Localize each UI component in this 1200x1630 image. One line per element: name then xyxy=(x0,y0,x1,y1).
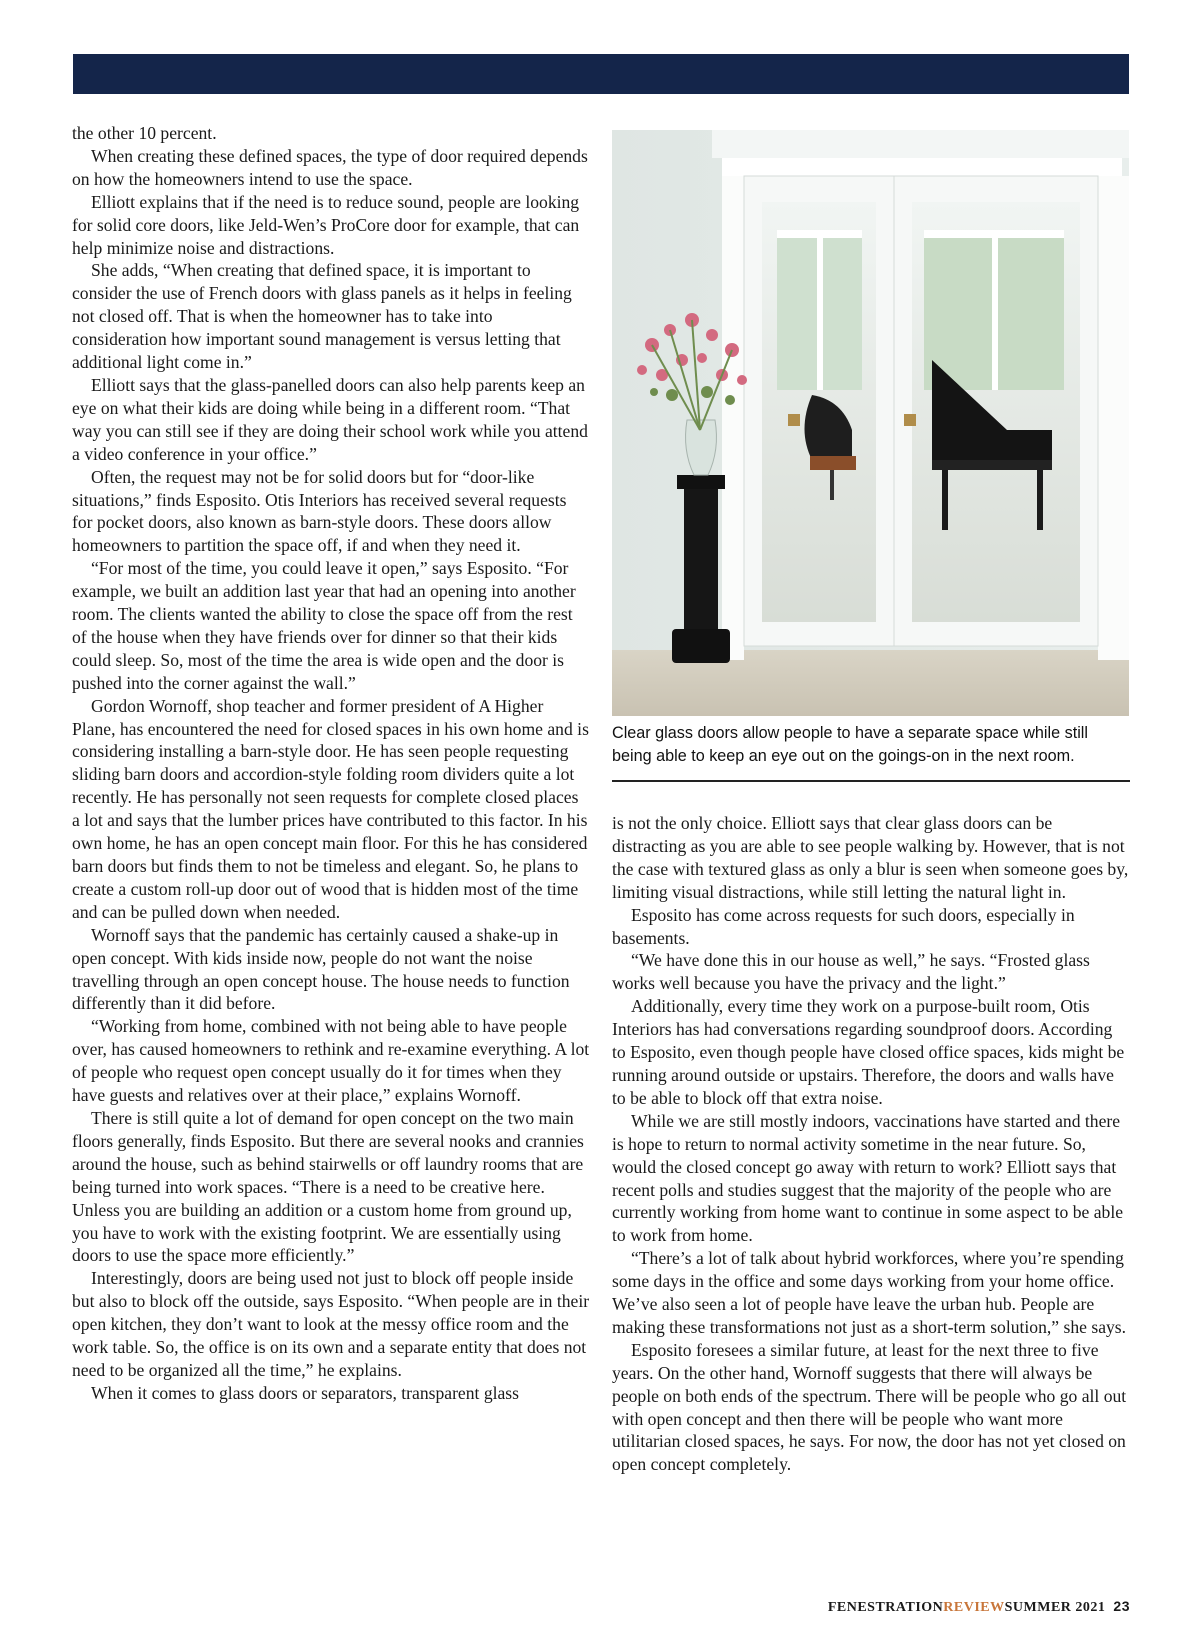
paragraph: Additionally, every time they work on a purpose-built room, Otis Interiors has had conversations regarding soundproof doors. According to Esposito, even though people have closed office spaces, kids might be running around outside or upstairs. Therefore, the doors and walls have to be able to block off that extra noise. xyxy=(612,996,1125,1108)
publication-name: FENESTRATION xyxy=(827,1600,944,1615)
paragraph: Gordon Wornoff, shop teacher and former president of A Higher Plane, has encountered the need for closed spaces in his own home and is considering installing a barn-style door. He has seen people requesting sliding barn doors and accordion-style folding room dividers quite a lot recently. He has personally not seen requests for complete closed places a lot and says that the lumber prices have contributed to this factor. In his own home, he has an open concept main floor. For this he has considered barn doors but finds them to not be timeless and elegant. So, he plans to create a custom roll-up door out of wood that is hidden most of the time and can be pulled down when needed. xyxy=(72,695,589,922)
paragraph: When creating these defined spaces, the type of door required depends on how the homeowners intend to use the space. xyxy=(72,145,588,189)
photo-caption: Clear glass doors allow people to have a separate space while still being able to keep an eye out on the goings-on in the next room. xyxy=(612,724,1088,765)
paragraph: Esposito has come across requests for such doors, especially in basements. xyxy=(612,904,1075,948)
header-bar xyxy=(73,54,1129,94)
paragraph: When it comes to glass doors or separators, transparent glass xyxy=(91,1382,520,1403)
article-right-column xyxy=(612,812,1130,1476)
publication-review: REVIEW xyxy=(943,1600,1005,1615)
paragraph: “For most of the time, you could leave it open,” says Esposito. “For example, we built an addition last year that had an opening into another room. The clients wanted the ability to close the space off from the rest of the house when they have friends over for dinner so that their kids could sleep. So, most of the time the area is wide open and the door is pushed into the corner against the wall.” xyxy=(72,558,576,693)
paragraph: the other 10 percent. xyxy=(72,123,217,143)
article-left-column xyxy=(72,122,590,1405)
paragraph: “We have done this in our house as well,” he says. “Frosted glass works well because you have the privacy and the light.” xyxy=(612,950,1090,994)
paragraph: “There’s a lot of talk about hybrid workforces, where you’re spending some days in the office and some days working from your home office. We’ve also seen a lot of people have leave the urban hub. People are making these transformations not just as a short-term solution,” she says. xyxy=(612,1248,1127,1337)
paragraph: is not the only choice. Elliott says that clear glass doors can be distracting as you are able to see people walking by. However, that is not the case with textured glass as only a blur is seen when someone goes by, limiting visual distractions, while still letting the natural light in. xyxy=(612,813,1129,902)
article-photo xyxy=(612,130,1129,716)
page-footer xyxy=(828,1598,1130,1616)
paragraph: Interestingly, doors are being used not just to block off people inside but also to block off the outside, says Esposito. “When people are in their open kitchen, they don’t want to look at the messy office room and the work table. So, the office is on its own and a separate entity that does not need to be organized all the time,” he explains. xyxy=(72,1268,590,1380)
paragraph: Elliott explains that if the need is to reduce sound, people are looking for solid core doors, like Jeld-Wen’s ProCore door for example, that can help minimize noise and distractions. xyxy=(72,191,580,258)
paragraph: Wornoff says that the pandemic has certainly caused a shake-up in open concept. With kids inside now, people do not want the noise travelling through an open concept house. The house needs to function differently than it did before. xyxy=(72,924,570,1014)
paragraph: Esposito foresees a similar future, at least for the next three to five years. On the other hand, Wornoff suggests that there will always be people on both ends of the spectrum. There will be people who go all out with open concept and then there will be people who want more utilitarian closed spaces, he says. For now, the door has not yet closed on open concept completely. xyxy=(612,1339,1127,1475)
paragraph: Elliott says that the glass-panelled doors can also help parents keep an eye on what their kids are doing while being in a different room. “That way you can still see if they are doing their school work while you attend a video conference in your office.” xyxy=(72,374,588,464)
page-number: 23 xyxy=(1113,1598,1130,1614)
issue-date: SUMMER 2021 xyxy=(1004,1600,1106,1615)
paragraph: She adds, “When creating that defined space, it is important to consider the use of French doors with glass panels as it helps in feeling not closed off. That is when the homeowner has to take into consideration how important sound management is versus letting that additional light come in.” xyxy=(72,260,572,373)
paragraph: There is still quite a lot of demand for open concept on the two main floors generally, finds Esposito. But there are several nooks and crannies around the house, such as behind stairwells or off laundry rooms that are being turned into work spaces. “There is a need to be creative here. Unless you are building an addition or a custom home from ground up, you have to work with the existing footprint. We are essentially using doors to use the space more efficiently.” xyxy=(72,1107,584,1266)
paragraph: “Working from home, combined with not being able to have people over, has caused homeowners to rethink and re-examine everything. A lot of people who request open concept usually do it for times when they have guests and relatives over at their place,” explains Wornoff. xyxy=(72,1016,590,1106)
caption-divider xyxy=(612,780,1130,782)
paragraph: Often, the request may not be for solid doors but for “door-like situations,” finds Esposito. Otis Interiors has received several requests for pocket doors, also known as barn-style doors. These doors allow homeowners to partition the space off, if and when they need it. xyxy=(72,466,567,556)
paragraph: While we are still mostly indoors, vaccinations have started and there is hope to return to normal activity sometime in the near future. So, would the closed concept go away with return to work? Elliott says that recent polls and studies suggest that the majority of the people who are currently working from home want to continue in some aspect to be able to work from home. xyxy=(612,1110,1124,1246)
